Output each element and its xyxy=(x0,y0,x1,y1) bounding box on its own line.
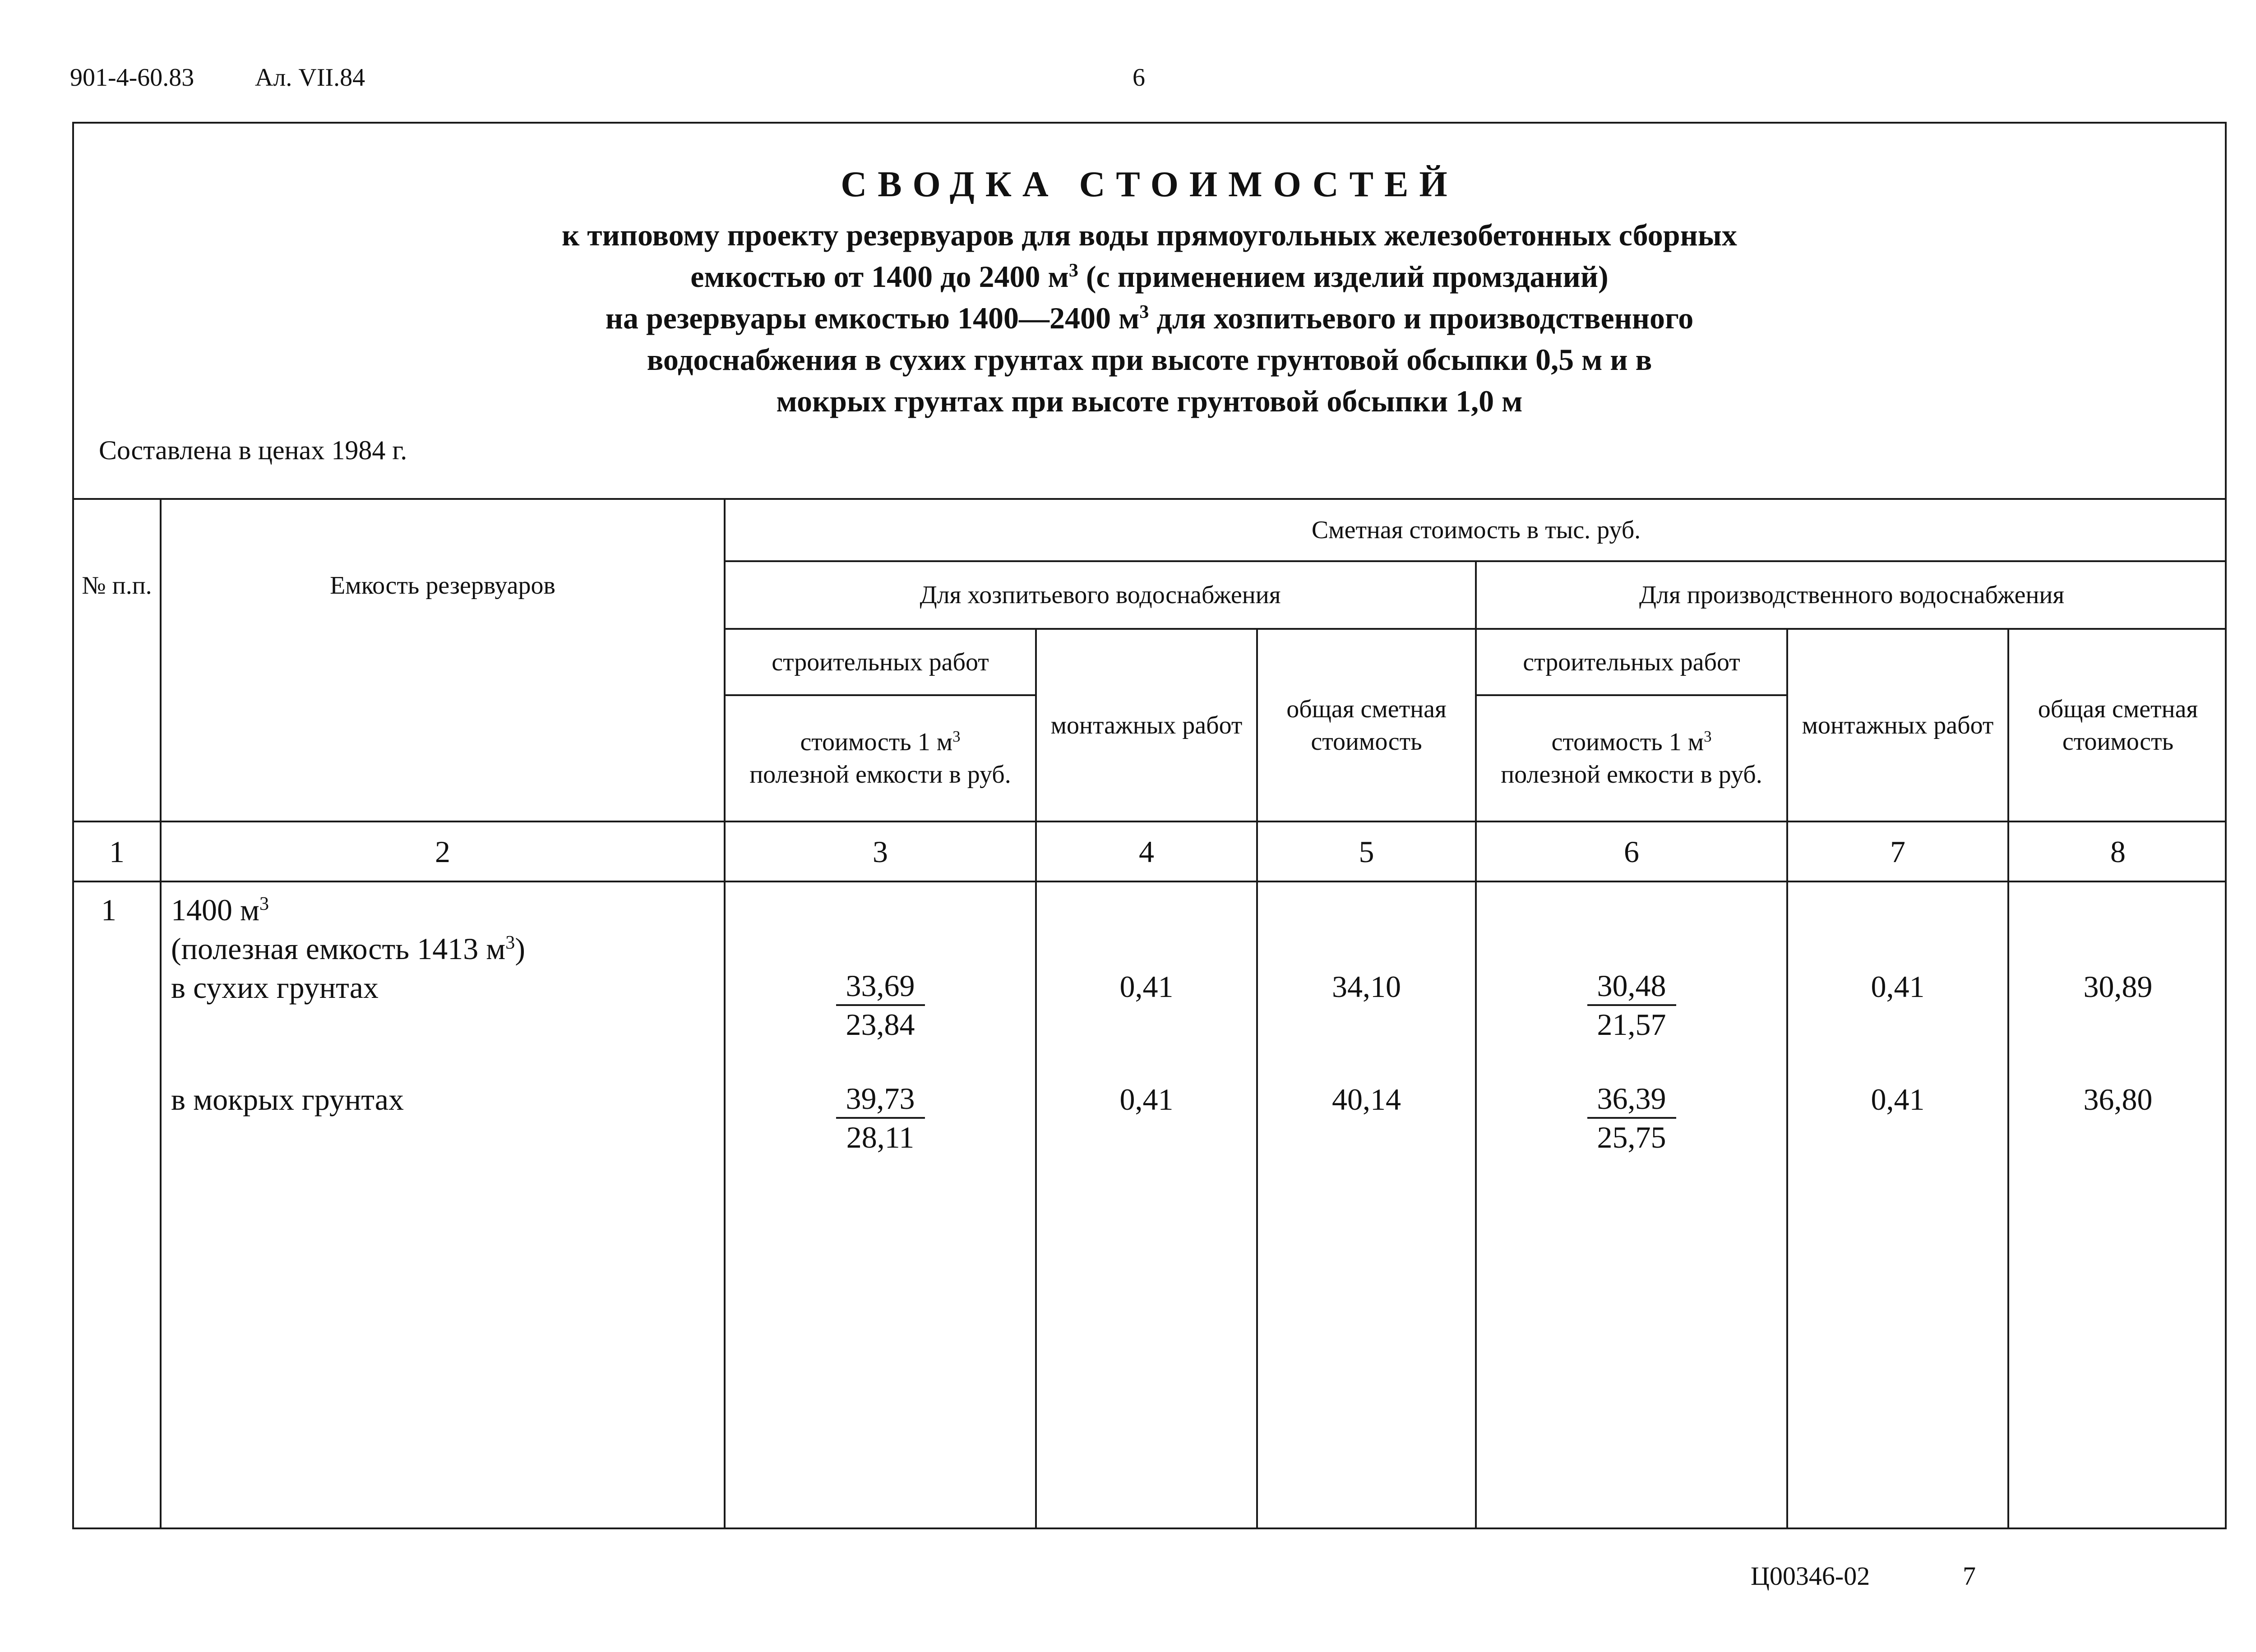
wet-drinking-installation: 0,41 xyxy=(1119,1082,1174,1117)
column-number: 1 xyxy=(109,834,125,869)
header-cost-per-m3: стоимость 1 $м^3$ полезной емкости в руб. xyxy=(1501,727,1762,789)
title-line-3: на резервуары емкостью 1400—2400 $м^3$ для хозпитьевого и производственного xyxy=(605,301,1694,335)
dry-drinking-total: 34,10 xyxy=(1332,969,1401,1004)
title-line-5: мокрых грунтах при высоте грунтовой обсыпки 1,0 м xyxy=(776,384,1523,418)
column-number: 7 xyxy=(1890,834,1905,869)
wet-industrial-total: 36,80 xyxy=(2083,1082,2153,1117)
header-estimated-cost: Сметная стоимость в тыс. руб. xyxy=(1311,516,1641,544)
row-number: 1 xyxy=(101,893,116,927)
dry-soil-label: в сухих грунтах xyxy=(171,970,379,1005)
header-installation-works: монтажных работ xyxy=(1050,711,1243,739)
capacity-description: 1400 $м^3$ (полезная емкость 1413 $м^3$) в сухих грунтах xyxy=(171,891,525,1007)
column-number: 5 xyxy=(1359,834,1374,869)
column-number: 8 xyxy=(2110,834,2126,869)
dry-industrial-construction: $\frac{30,48}{21,57}$ xyxy=(1477,967,1786,1044)
wet-drinking-total: 40,14 xyxy=(1332,1082,1401,1117)
footer-code: Ц00346-02 xyxy=(1751,1561,1870,1591)
wet-drinking-construction: $\frac{39,73}{28,11}$ xyxy=(726,1080,1035,1157)
dry-drinking-construction: $\frac{33,69}{23,84}$ xyxy=(726,967,1035,1044)
page-number: 6 xyxy=(1133,64,1145,92)
title-line-1: к типовому проекту резервуаров для воды прямоугольных железобетонных сборных xyxy=(562,218,1737,252)
document-frame xyxy=(72,122,2227,1529)
wet-industrial-construction: $\frac{36,39}{25,75}$ xyxy=(1477,1080,1786,1157)
header-drinking-water: Для хозпитьевого водоснабжения xyxy=(920,581,1281,609)
title-line-4: водоснабжения в сухих грунтах при высоте грунтовой обсыпки 0,5 м и в xyxy=(647,342,1652,377)
column-number: 3 xyxy=(873,834,888,869)
header-row-number: № п.п. xyxy=(82,572,152,600)
wet-soil-label: в мокрых грунтах xyxy=(171,1082,404,1117)
header-construction-works: строительных работ xyxy=(1523,648,1740,676)
title-block xyxy=(74,164,2225,422)
header-cost-per-m3: стоимость 1 $м^3$ полезной емкости в руб. xyxy=(749,727,1011,789)
header-total-cost: общая сметная стоимость xyxy=(2038,695,2198,756)
prices-note: Составлена в ценах 1984 г. xyxy=(99,435,407,465)
header-industrial-water: Для производственного водоснабжения xyxy=(1639,581,2065,609)
rule-below-col-numbers xyxy=(74,881,2227,882)
column-number: 2 xyxy=(435,834,450,869)
dry-industrial-total: 30,89 xyxy=(2083,969,2153,1004)
header-construction-works: строительных работ xyxy=(772,648,989,676)
column-number: 4 xyxy=(1139,834,1154,869)
column-number: 6 xyxy=(1624,834,1639,869)
album-number: Ал. VII.84 xyxy=(255,64,365,92)
title-line-2: емкостью от 1400 до 2400 $м^3$ (с применением изделий промзданий) xyxy=(690,259,1609,294)
header-total-cost: общая сметная стоимость xyxy=(1286,695,1447,756)
document-code: 901-4-60.83 xyxy=(70,64,194,92)
footer-sheet-number: 7 xyxy=(1963,1561,1976,1591)
dry-drinking-installation: 0,41 xyxy=(1119,969,1174,1004)
header-capacity: Емкость резервуаров xyxy=(330,572,555,600)
wet-industrial-installation: 0,41 xyxy=(1871,1082,1925,1117)
header-installation-works: монтажных работ xyxy=(1802,711,1994,739)
dry-industrial-installation: 0,41 xyxy=(1871,969,1925,1004)
page-title: СВОДКА СТОИМОСТЕЙ xyxy=(841,165,1458,204)
